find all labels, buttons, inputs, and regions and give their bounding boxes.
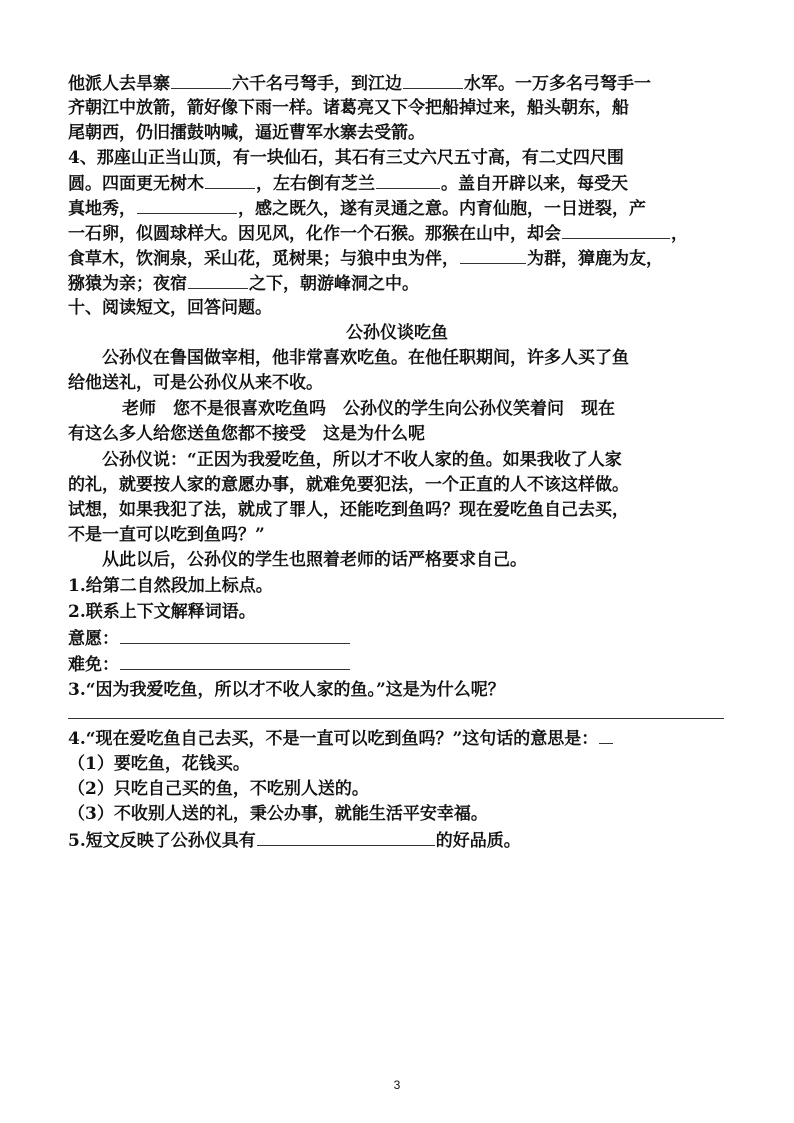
- text-line: 尾朝西，仍旧擂鼓呐喊，逼近曹军水寨去受箭。: [68, 123, 425, 143]
- text: 真地秀，: [68, 199, 136, 219]
- answer-blank[interactable]: [257, 828, 435, 846]
- passage-paragraph-2: 老师 您不是很喜欢吃鱼吗 公孙仪的学生向公孙仪笑着问 现在: [122, 399, 615, 419]
- fill-line-8: [68, 246, 728, 271]
- option-3: （3）不收别人送的礼，秉公办事，就能生活平安幸福。: [68, 804, 488, 824]
- word-line-1: [68, 626, 728, 651]
- question-1: 1.给第二自然段加上标点。: [68, 576, 273, 596]
- text-line: 4、那座山正当山顶，有一块仙石，其石有三丈六尺五寸高，有二丈四尺围: [68, 148, 624, 168]
- passage-title: 公孙仪谈吃鱼: [346, 323, 448, 343]
- passage-paragraph-3: 公孙仪说：“正因为我爱吃鱼，所以才不收人家的鱼。如果我收了人家: [102, 450, 622, 470]
- text: 六千名弓弩手，到江边: [232, 74, 402, 94]
- answer-blank[interactable]: [137, 196, 237, 214]
- text: ，左右倒有芝兰: [256, 174, 375, 194]
- passage-paragraph-3-cont: 的礼，就要按人家的意愿办事，就难免要犯法，一个正直的人不该这样做。: [68, 475, 629, 495]
- fill-line-6: [68, 196, 728, 221]
- text: 他派人去旱寨: [68, 74, 170, 94]
- question-5: [68, 828, 728, 853]
- answer-line[interactable]: [68, 718, 724, 719]
- text: 圆。四面更无树木: [68, 174, 204, 194]
- answer-blank[interactable]: [460, 246, 526, 264]
- passage-paragraph-3-cont: 试想，如果我犯了法，就成了罪人，还能吃到鱼吗？现在爱吃鱼自己去买，: [68, 500, 629, 520]
- text: 食草木，饮涧泉，采山花，觅树果；与狼中虫为伴，: [68, 249, 459, 269]
- passage-paragraph-3-cont: 不是一直可以吃到鱼吗？”: [68, 525, 265, 545]
- text: 一石卵，似圆球样大。因见风，化作一个石猴。那猴在山中，却会: [68, 224, 561, 244]
- answer-blank[interactable]: [120, 626, 350, 644]
- text: ，: [671, 224, 688, 244]
- word-label: 意愿：: [68, 629, 119, 649]
- question-5-text: 5.短文反映了公孙仪具有: [68, 831, 256, 851]
- question-3: 3.“因为我爱吃鱼，所以才不收人家的鱼。”这是为什么呢？: [68, 680, 505, 700]
- section-heading: 十、阅读短文，回答问题。: [68, 298, 272, 318]
- option-1: （1）要吃鱼，花钱买。: [68, 754, 250, 774]
- answer-blank[interactable]: [599, 726, 613, 744]
- passage-paragraph-4: 从此以后，公孙仪的学生也照着老师的话严格要求自己。: [102, 550, 527, 570]
- answer-blank[interactable]: [376, 171, 440, 189]
- passage-paragraph-1: 公孙仪在鲁国做宰相，他非常喜欢吃鱼。在他任职期间，许多人买了鱼: [102, 348, 629, 368]
- fill-line-9: [68, 271, 728, 296]
- text: ，感之既久，遂有灵通之意。内育仙胞，一日迸裂，产: [238, 199, 646, 219]
- text-line: 齐朝江中放箭，箭好像下雨一样。诸葛亮又下令把船掉过来，船头朝东，船: [68, 98, 629, 118]
- text: 为群，獐鹿为友，: [527, 249, 663, 269]
- fill-line-1: [68, 71, 728, 96]
- question-5-text-end: 的好品质。: [435, 831, 521, 851]
- question-2: 2.联系上下文解释词语。: [68, 602, 256, 622]
- passage-paragraph-2-cont: 有这么多人给您送鱼您都不接受 这是为什么呢: [68, 424, 425, 444]
- text: 猕猿为亲；夜宿: [68, 274, 187, 294]
- answer-blank[interactable]: [120, 652, 350, 670]
- answer-blank[interactable]: [205, 171, 255, 189]
- text: 水军。一万多名弓弩手一: [464, 74, 651, 94]
- answer-blank[interactable]: [562, 221, 670, 239]
- text: 之下，朝游峰洞之中。: [249, 274, 419, 294]
- fill-line-5: [68, 171, 728, 196]
- fill-line-7: [68, 221, 728, 246]
- question-4: [68, 726, 728, 751]
- word-label: 难免：: [68, 655, 119, 675]
- passage-paragraph-1-cont: 给他送礼，可是公孙仪从来不收。: [68, 373, 323, 393]
- option-2: （2）只吃自己买的鱼，不吃别人送的。: [68, 779, 369, 799]
- text: 。盖自开辟以来，每受天: [441, 174, 628, 194]
- question-4-text: 4.“现在爱吃鱼自己去买，不是一直可以吃到鱼吗？”这句话的意思是：: [68, 729, 599, 749]
- answer-blank[interactable]: [188, 271, 248, 289]
- word-line-2: [68, 652, 728, 677]
- answer-blank[interactable]: [403, 71, 463, 89]
- answer-blank[interactable]: [171, 71, 231, 89]
- page-number: 3: [393, 1078, 401, 1092]
